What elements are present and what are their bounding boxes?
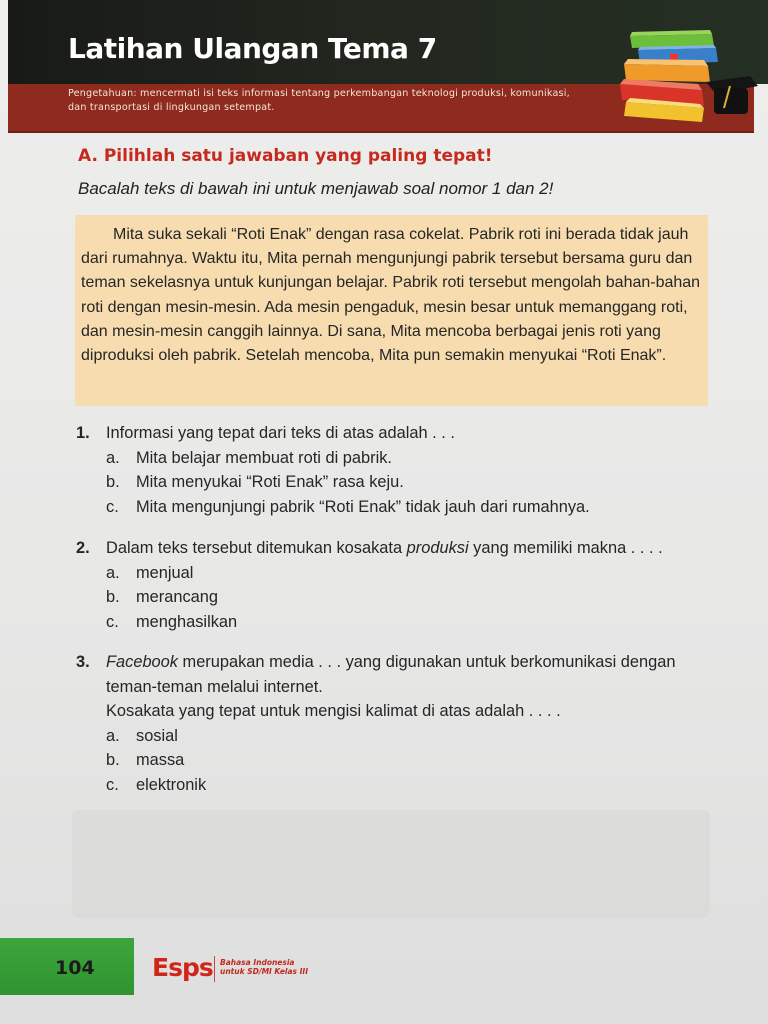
question-keyword: produksi	[406, 539, 469, 557]
option-a	[106, 446, 726, 471]
option-letter: a.	[106, 448, 120, 467]
option-c	[106, 495, 726, 520]
faint-background-panel	[72, 810, 710, 918]
reading-instruction: Bacalah teks di bawah ini untuk menjawab soal nomor 1 dan 2!	[78, 179, 554, 198]
question-number: 1.	[76, 424, 90, 442]
option-letter: b.	[106, 751, 120, 769]
page-title: Latihan Ulangan Tema 7	[68, 32, 437, 65]
question-text-line-2: Kosakata yang tepat untuk mengisi kalimat di atas adalah . . . .	[106, 702, 561, 720]
section-heading: A. Pilihlah satu jawaban yang paling tepat!	[78, 146, 493, 166]
question-text: Informasi yang tepat dari teks di atas adalah . . .	[106, 424, 455, 442]
option-letter: c.	[106, 775, 119, 794]
competency-text	[68, 87, 628, 115]
series-line-2: untuk SD/MI Kelas III	[220, 967, 309, 976]
competency-line-1: Pengetahuan: mencermati isi teks informasi tentang perkembangan teknologi produksi, komunikasi,	[68, 88, 570, 99]
option-letter: b.	[106, 473, 120, 491]
option-b	[106, 470, 726, 495]
option-letter: a.	[106, 726, 120, 745]
question-text-part: Dalam teks tersebut ditemukan kosakata	[106, 539, 407, 557]
question-text-part: merupakan media . . . yang digunakan untuk berkomunikasi dengan teman-teman melalui internet.	[106, 653, 676, 696]
option-text: menjual	[136, 563, 194, 582]
option-letter: c.	[106, 612, 119, 631]
publisher-logo: Esps	[152, 953, 213, 982]
option-a	[106, 724, 726, 749]
option-text: massa	[136, 751, 185, 769]
option-text: sosial	[136, 726, 178, 745]
question-number: 3.	[76, 653, 90, 671]
option-text: merancang	[136, 588, 219, 606]
option-letter: a.	[106, 563, 120, 582]
option-text: elektronik	[136, 775, 207, 794]
option-c	[106, 773, 726, 798]
question-text-part: yang memiliki makna . . . .	[468, 539, 663, 557]
reading-passage-text: Mita suka sekali “Roti Enak” dengan rasa cokelat. Pabrik roti ini berada tidak jauh dari rumahnya. Waktu itu, Mita pernah mengunjungi pabrik tersebut bersama guru dan teman sekelasnya untuk kunjungan belajar. Pabrik roti tersebut mengolah bahan-bahan roti dengan mesin-mesin. Ada mesin pengaduk, mesin besar untuk memanggang roti, dan mesin-mesin canggih lainnya. Di sana, Mita mencoba berbagai jenis roti yang diproduksi oleh pabrik. Setelah mencoba, Mita pun semakin menyukai “Roti Enak”.	[81, 226, 701, 365]
option-text: menghasilkan	[136, 612, 238, 631]
logo-divider	[214, 956, 215, 982]
option-text: Mita mengunjungi pabrik “Roti Enak” tidak jauh dari rumahnya.	[136, 497, 590, 516]
question-text	[106, 539, 663, 557]
option-text: Mita menyukai “Roti Enak” rasa keju.	[136, 473, 404, 491]
question-keyword: Facebook	[106, 653, 178, 671]
books-stack-illustration	[612, 26, 762, 126]
option-b	[106, 585, 726, 610]
series-line-1: Bahasa Indonesia	[220, 958, 295, 967]
question-text	[106, 653, 675, 696]
reading-passage-box	[75, 215, 708, 406]
option-letter: b.	[106, 588, 120, 606]
option-a	[106, 561, 726, 586]
option-c	[106, 610, 726, 635]
option-text: Mita belajar membuat roti di pabrik.	[136, 448, 392, 467]
competency-line-2: dan transportasi di lingkungan setempat.	[68, 102, 275, 113]
option-b	[106, 748, 726, 773]
question-number: 2.	[76, 539, 90, 557]
book-series-label	[220, 958, 308, 976]
option-letter: c.	[106, 497, 119, 516]
page-number: 104	[55, 957, 95, 979]
